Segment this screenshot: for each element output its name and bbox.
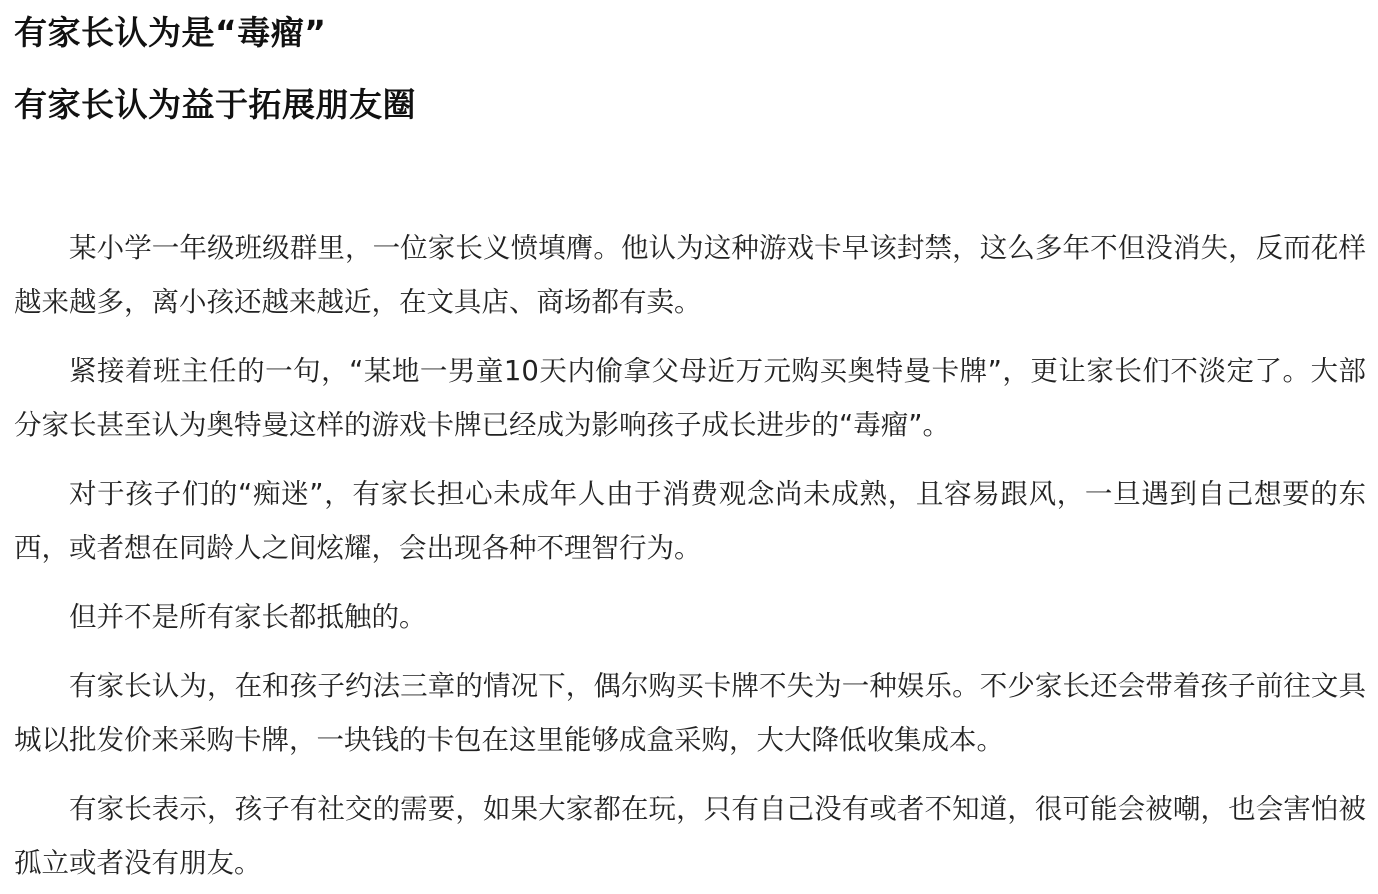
- paragraph: 某小学一年级班级群里，一位家长义愤填膺。他认为这种游戏卡早该封禁，这么多年不但没消失，反而花样越来越多，离小孩还越来越近，在文具店、商场都有卖。: [14, 231, 1366, 318]
- paragraph: 对于孩子们的“痴迷”，有家长担心未成年人由于消费观念尚未成熟，且容易跟风，一旦遇到自己想要的东西，或者想在同龄人之间炫耀，会出现各种不理智行为。: [14, 477, 1366, 564]
- headline-primary: 有家长认为是“毒瘤”: [14, 13, 327, 52]
- paragraph: 有家长表示，孩子有社交的需要，如果大家都在玩，只有自己没有或者不知道，很可能会被嘲，也会害怕被孤立或者没有朋友。: [14, 792, 1366, 879]
- article-body: [14, 221, 1366, 890]
- paragraph: 但并不是所有家长都抵触的。: [69, 600, 427, 633]
- headline-secondary: 有家长认为益于拓展朋友圈: [14, 84, 416, 124]
- paragraph: 紧接着班主任的一句，“某地一男童10天内偷拿父母近万元购买奥特曼卡牌”，更让家长们不淡定了。大部分家长甚至认为奥特曼这样的游戏卡牌已经成为影响孩子成长进步的“毒瘤”。: [14, 354, 1366, 441]
- paragraph: 有家长认为，在和孩子约法三章的情况下，偶尔购买卡牌不失为一种娱乐。不少家长还会带着孩子前往文具城以批发价来采购卡牌，一块钱的卡包在这里能够成盒采购，大大降低收集成本。: [14, 669, 1366, 756]
